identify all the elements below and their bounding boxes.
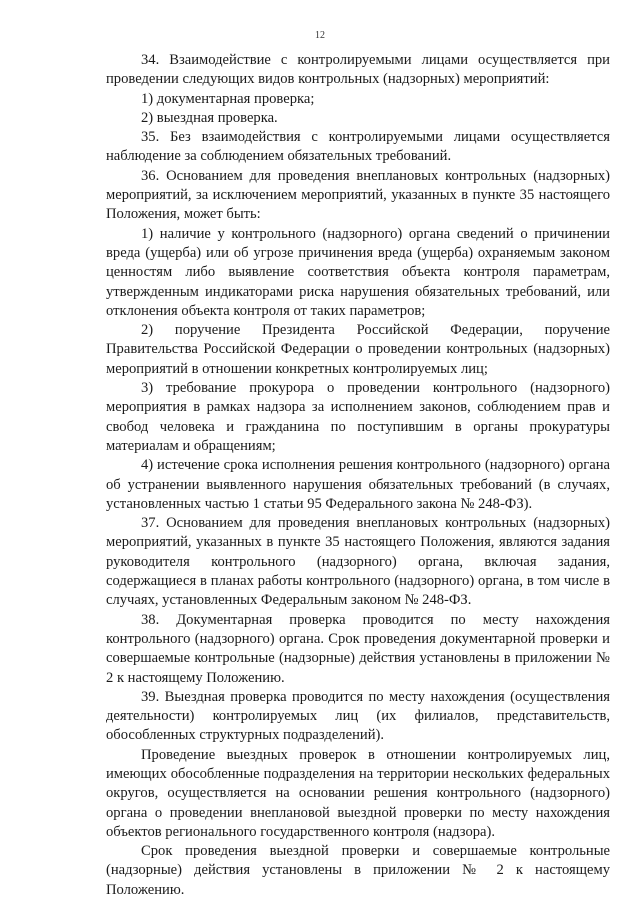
paragraph-38: 38. Документарная проверка проводится по месту нахождения контрольного (надзорного) органа. Срок проведения документарной проверки и совершаемые контрольные (надзорные) действия установлены в приложении № 2 к настоящему Положению. — [106, 611, 610, 686]
page-number: 12 — [315, 30, 325, 41]
paragraph-36-item-1: 1) наличие у контрольного (надзорного) органа сведений о причинении вреда (ущерба) или об угрозе причинения вреда (ущерба) охраняемым законом ценностям либо выявление соответствия объекта контроля параметрам, утвержденным индикаторами риска нарушения обязательных требований, или отклонения объекта контроля от таких параметров; — [106, 225, 610, 319]
paragraph-34: 34. Взаимодействие с контролируемыми лицами осуществляется при проведении следующих видов контрольных (надзорных) мероприятий: — [106, 52, 610, 88]
paragraph-39-term: Срок проведения выездной проверки и совершаемые контрольные (надзорные) действия установлены в приложении № 2 к настоящему Положению. — [106, 843, 610, 898]
paragraph-34-item-1: 1) документарная проверка; — [141, 90, 315, 107]
paragraph-35: 35. Без взаимодействия с контролируемыми лицами осуществляется наблюдение за соблюдением обязательных требований. — [106, 129, 610, 165]
paragraph-36-item-4: 4) истечение срока исполнения решения контрольного (надзорного) органа об устранении выявленного нарушения обязательных требований (в случаях, установленных частью 1 статьи 95 Федерального закона № 248-ФЗ). — [106, 457, 610, 512]
paragraph-36-item-2: 2) поручение Президента Российской Федерации, поручение Правительства Российской Федерации о проведении контрольных (надзорных) мероприятий в отношении конкретных контролируемых лиц; — [106, 322, 610, 377]
paragraph-36-item-3: 3) требование прокурора о проведении контрольного (надзорного) мероприятия в рамках надзора за исполнением законов, соблюдением прав и свобод человека и гражданина по поступившим в органы прокуратуры материалам и обращениям; — [106, 380, 610, 454]
paragraph-37: 37. Основанием для проведения внеплановых контрольных (надзорных) мероприятий, указанных в пункте 35 настоящего Положения, являются задания руководителя контрольного (надзорного) органа, включая задания, содержащиеся в планах работы контрольного (надзорного) органа, в том числе в случаях, установленных Федеральным законом № 248-ФЗ. — [106, 515, 610, 609]
paragraph-36: 36. Основанием для проведения внеплановых контрольных (надзорных) мероприятий, за исключением мероприятий, указанных в пункте 35 настоящего Положения, может быть: — [106, 167, 610, 223]
paragraph-39-continued: Проведение выездных проверок в отношении контролируемых лиц, имеющих обособленные подразделения на территории нескольких федеральных округов, осуществляется на основании решения контрольного (надзорного) органа о проведении внеплановой выездной проверки по месту нахождения объектов регионального государственного контроля (надзора). — [106, 746, 610, 840]
paragraph-39: 39. Выездная проверка проводится по месту нахождения (осуществления деятельности) контролируемых лиц (их филиалов, представительств, обособленных структурных подразделений). — [106, 688, 610, 744]
paragraph-34-item-2: 2) выездная проверка. — [141, 109, 278, 126]
document-body — [106, 51, 610, 900]
